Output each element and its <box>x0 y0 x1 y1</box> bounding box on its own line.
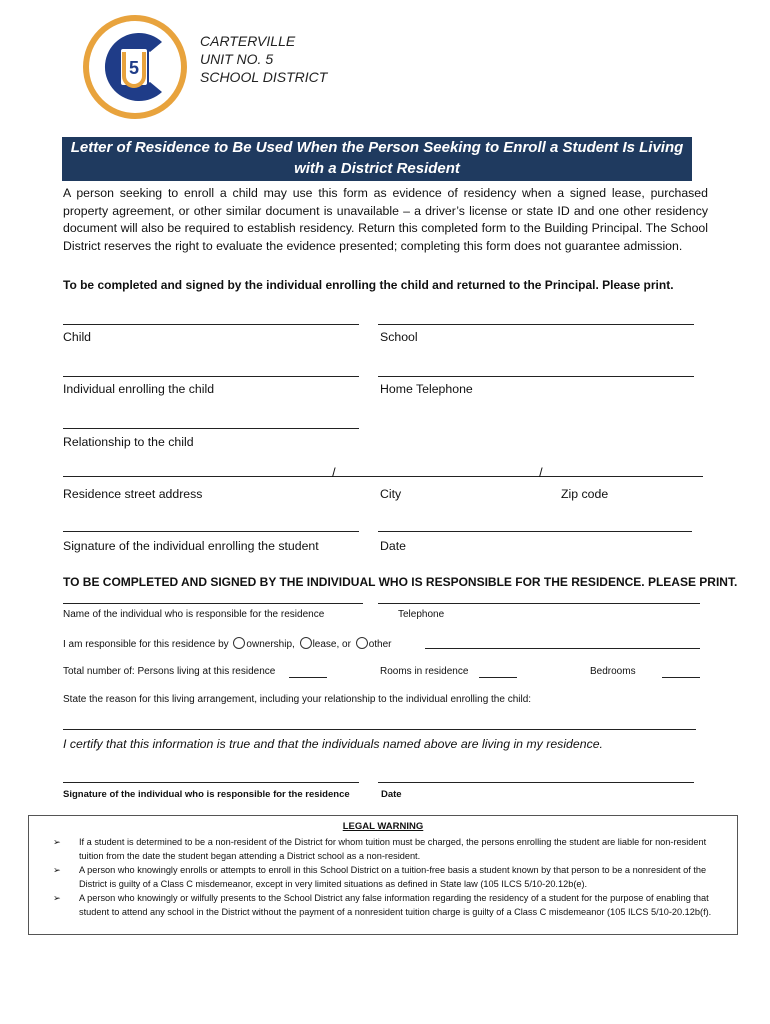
city-label: City <box>380 487 402 501</box>
enroller-signature-line[interactable] <box>63 531 359 532</box>
address-separator-2: / <box>539 465 543 480</box>
relationship-label: Relationship to the child <box>63 435 194 449</box>
persons-input-line[interactable] <box>289 677 327 678</box>
legal-warning-box <box>28 815 738 935</box>
lease-label: lease, or <box>312 639 351 650</box>
lease-radio[interactable] <box>300 637 312 649</box>
school-input-line[interactable] <box>378 324 694 325</box>
other-radio[interactable] <box>356 637 368 649</box>
intro-paragraph: A person seeking to enroll a child may use this form as evidence of residency when a signed lease, purchased property agreement, or other similar document is unavailable – a driver’s license or state ID and one other residency document will also be required to establish residency. Return this completed form to the Building Principal. The School District reserves the right to evaluate the evidence presented; completing this form does not guarantee admission. <box>63 186 708 253</box>
resident-name-label: Name of the individual who is responsible for the residence <box>63 609 325 620</box>
rooms-input-line[interactable] <box>479 677 517 678</box>
bullet-arrow-icon: ➢ <box>53 865 61 876</box>
certify-statement: I certify that this information is true and that the individuals named above are living in my residence. <box>63 737 603 751</box>
form-title: Letter of Residence to Be Used When the Person Seeking to Enroll a Student Is Living with a District Resident <box>62 137 692 181</box>
other-input-line[interactable] <box>425 648 700 649</box>
resident-heading: TO BE COMPLETED AND SIGNED BY THE INDIVIDUAL WHO IS RESPONSIBLE FOR THE RESIDENCE. PLEASE PRINT. <box>63 575 738 589</box>
logo-number: 5 <box>128 58 140 78</box>
individual-label: Individual enrolling the child <box>63 382 215 396</box>
ownership-label: ownership, <box>246 639 295 650</box>
rooms-label: Rooms in residence <box>380 666 469 677</box>
address-separator-1: / <box>332 465 336 480</box>
relationship-input-line[interactable] <box>63 428 359 429</box>
address-input-line[interactable] <box>63 476 703 477</box>
bedrooms-label: Bedrooms <box>590 666 636 677</box>
home-phone-label: Home Telephone <box>380 382 473 396</box>
bullet-arrow-icon: ➢ <box>53 837 61 847</box>
street-label: Residence street address <box>63 487 203 501</box>
school-label: School <box>380 330 418 344</box>
bullet-arrow-icon: ➢ <box>53 893 61 904</box>
enroller-signature-label: Signature of the individual enrolling the student <box>63 539 319 553</box>
other-label: other <box>368 639 392 650</box>
resident-signature-line[interactable] <box>63 782 359 783</box>
bedrooms-input-line[interactable] <box>662 677 700 678</box>
district-name <box>200 32 327 86</box>
district-line-2: UNIT NO. 5 <box>200 51 274 67</box>
enroller-date-line[interactable] <box>378 531 692 532</box>
enroller-instruction: To be completed and signed by the individual enrolling the child and returned to the Principal. Please print. <box>63 278 674 292</box>
legal-warning-title: LEGAL WARNING <box>342 821 424 832</box>
reason-input-line[interactable] <box>63 729 696 730</box>
responsible-prefix: I am responsible for this residence by <box>63 639 229 650</box>
resident-name-line[interactable] <box>63 603 363 604</box>
resident-phone-line[interactable] <box>378 603 700 604</box>
legal-warning-text-1: If a student is determined to be a non-resident of the District for whom tuition must be charged, the persons enrolling the student are liable for non-resident tuition from the date the student began attending a District school as a non-resident. <box>79 837 707 862</box>
district-logo <box>80 12 190 122</box>
legal-warning-item <box>53 891 733 919</box>
child-input-line[interactable] <box>63 324 359 325</box>
reason-label: State the reason for this living arrangement, including your relationship to the individual enrolling the child: <box>63 694 532 705</box>
persons-label: Total number of: Persons living at this residence <box>63 666 276 677</box>
responsible-by-row <box>63 637 392 650</box>
district-line-3: SCHOOL DISTRICT <box>200 69 328 85</box>
home-phone-input-line[interactable] <box>378 376 694 377</box>
ownership-radio[interactable] <box>233 637 245 649</box>
child-label: Child <box>63 330 92 344</box>
legal-warning-list <box>53 835 733 920</box>
legal-warning-text-3: A person who knowingly or wilfully presents to the School District any false information regarding the residency of a student for the purpose of enabling that student to attend any school in the District without the payment of a nonresident tuition charge is guilty of a Class C misdemeanor (105 ILCS 5/10-20.12b(f). <box>79 893 712 918</box>
resident-signature-label: Signature of the individual who is responsible for the residence <box>63 789 350 800</box>
resident-phone-label: Telephone <box>398 609 445 620</box>
zip-label: Zip code <box>561 487 609 501</box>
enroller-date-label: Date <box>380 539 406 553</box>
legal-warning-item <box>53 835 733 863</box>
district-line-1: CARTERVILLE <box>200 33 296 49</box>
individual-input-line[interactable] <box>63 376 359 377</box>
legal-warning-item <box>53 863 733 891</box>
legal-warning-text-2: A person who knowingly enrolls or attempts to enroll in this School District on a tuition-free basis a student known by that person to be a nonresident of the District is guilty of a Class C misdemeanor, except in very limited situations as defined in State law (105 ILCS 5/10-20.12b(e). <box>79 865 707 890</box>
resident-date-line[interactable] <box>378 782 694 783</box>
resident-date-label: Date <box>381 789 402 800</box>
